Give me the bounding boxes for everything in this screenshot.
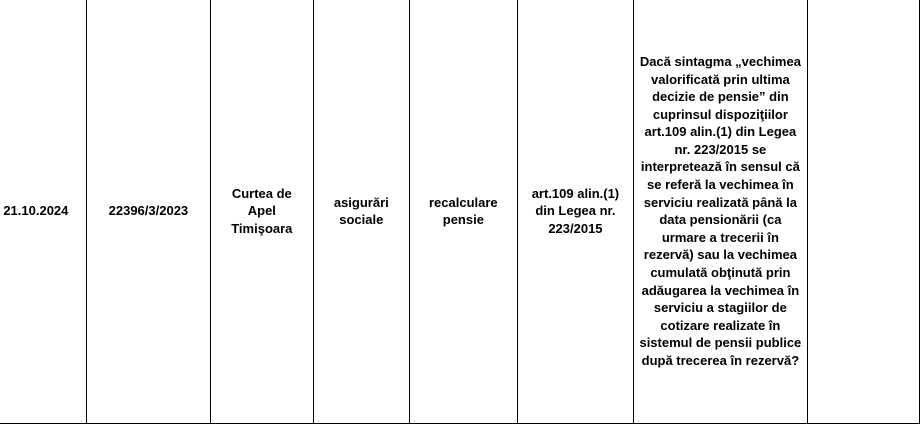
- cell-matter: [313, 0, 409, 423]
- cell-question-text: Dacă sintagma „vechimea valorificată prin ultima decizie de pensie” din cuprinsul dispoziţiilor art.109 alin.(1) din Legea nr. 223/2015 se interpretează în sensul că se referă la vechimea în serviciu realizată până la data pensionării (ca urmare a trecerii în rezervă) sau la vechimea cumulată obţinută prin adăugarea la vechimea în serviciu a stagiilor de cotizare realizate în sistemul de pensii publice după trecerea în rezervă?: [639, 53, 802, 368]
- cell-date-text: 21.10.2024: [3, 203, 69, 219]
- cell-case-number-text: 22396/3/2023: [108, 203, 189, 219]
- cell-case-number: [86, 0, 210, 423]
- cell-object: [410, 0, 518, 423]
- cell-date: [0, 0, 86, 423]
- cell-matter-text: asigurări sociale: [333, 194, 389, 228]
- cell-question: [634, 0, 807, 423]
- cell-court: [211, 0, 313, 423]
- cell-empty: [807, 0, 919, 423]
- cell-legal-basis-text: art.109 alin.(1) din Legea nr. 223/2015: [531, 185, 620, 237]
- cell-object-text: recalculare pensie: [429, 194, 498, 228]
- cell-court-text: Curtea de Apel Timişoara: [231, 185, 293, 237]
- cell-legal-basis: [517, 0, 634, 423]
